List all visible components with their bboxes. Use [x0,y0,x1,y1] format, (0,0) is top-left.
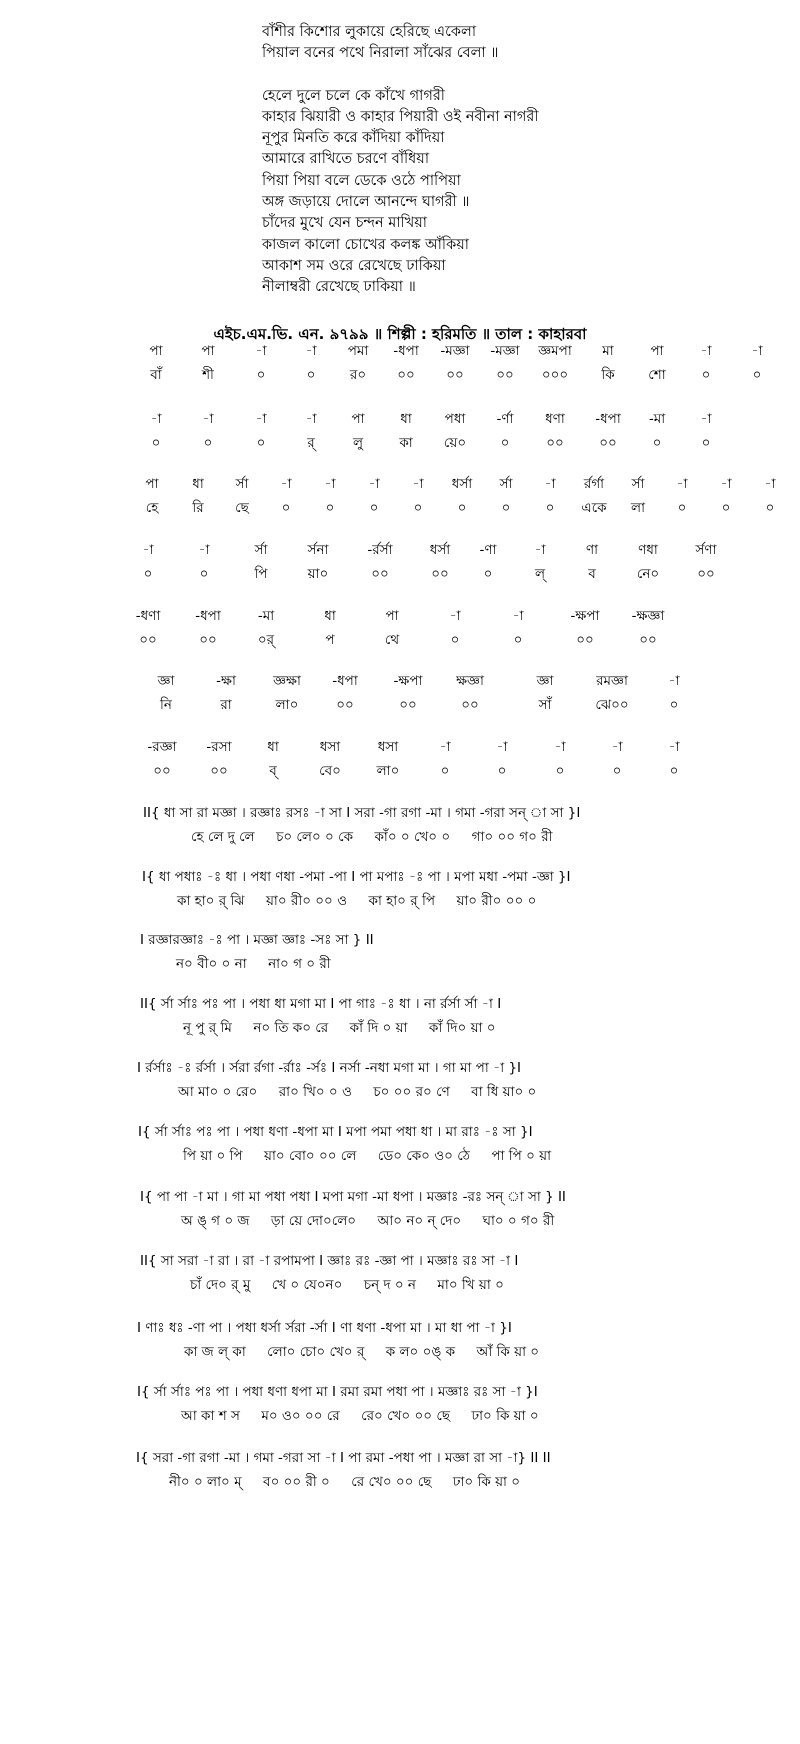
lyric-syllable: ব্ [269,763,277,779]
swara-note: ণধা [638,542,658,558]
swara-note: পা [201,343,215,359]
lyric-syllable: ০০ [210,763,228,779]
lyric-syllable: ছে [235,500,249,516]
swara-note: -া [668,739,680,755]
swara-line: I রজ্ঞারজ্ঞাঃ -ঃ পা । মজ্ঞা জ্ঞাঃ -সঃ সা } II [140,932,374,948]
lyric-syllable: রি [192,500,204,516]
swara-note: -া [305,411,317,427]
lyric-line: কা জ ল্ কা লো০ চো০ খে০ র্ ক ল০ ০ঙ্ ক আঁ কি য়া ০ [184,1344,540,1360]
lyric-syllable: বাঁ [150,367,162,383]
lyric-syllable: য়ে০ [443,435,467,451]
swara-note: ধণা [545,411,565,427]
lyric-line: হেলে দুলে চলে কে কাঁখে গাগরী [262,87,445,104]
lyric-line: কাহার ঝিয়ারী ও কাহার পিয়ারী ওই নবীনা নাগরী [262,108,539,125]
lyric-syllable: ০ [545,500,555,516]
swara-note: র্সা [499,476,513,492]
swara-note: -া [496,739,508,755]
lyric-line: বাঁশীর কিশোর লুকায়ে হেরিছে একেলা [262,24,477,40]
swara-note: পা [650,343,664,359]
swara-note: -া [198,542,210,558]
lyric-syllable: ০ [256,367,266,383]
notation-grid-row [0,739,800,789]
swara-note: পা [385,608,399,624]
lyric-syllable: য়া০ [307,566,329,582]
lyric-syllable: ০০ [371,566,389,582]
lyric-line: চাঁ দে০ র্ মু খে ০ যে০ন০ চন্ দ ০ ন মা০ খি য়া ০ [190,1277,504,1293]
swara-note: -ক্ষপা [570,608,600,624]
lyric-syllable: ০০ [139,632,157,648]
lyric-syllable: কা [399,435,413,451]
swara-line: II{ র্সা র্সাঃ পঃ পা । পধা ধা মগা মা I পা গাঃ -ঃ ধা । না র্রর্সা র্সা -া I [140,996,502,1012]
swara-note: জ্ঞা [157,673,175,689]
lyric-line: চাঁদের মুখে যেন চন্দন মাখিয়া [262,215,427,232]
lyric-syllable: নি [160,697,172,713]
swara-note: ধর্সা [451,476,473,492]
lyric-syllable: ঝে০০ [595,697,629,713]
lyric-syllable: ০০ [697,566,715,582]
lyric-syllable: থে [384,632,400,648]
swara-note: -া [255,411,267,427]
lyric-syllable: ০ [612,763,622,779]
swara-line: I{ র্সা র্সাঃ পঃ পা । পধা ধণা ধপা মা I রমা রমা পধা পা । মজ্ঞাঃ রঃ সা -া }I [137,1384,538,1400]
lyric-syllable: ০ [752,367,762,383]
swara-note: -ক্ষপা [393,673,423,689]
lyric-line: নূ পু র্ মি ন০ তি ক০ রে কাঁ দি ০ য়া কাঁ দি০ য়া ০ [183,1020,496,1036]
lyric-syllable: ০০ [153,763,171,779]
lyric-syllable: র্ [307,435,315,451]
lyric-syllable: ০০ [446,367,464,383]
swara-line: I ণাঃ ধঃ -ণা পা । পধা ধর্সা র্সরা -র্সা I ণা ধণা -ধপা মা । মা ধা পা -া }I [137,1320,512,1336]
swara-note: ধা [400,411,412,427]
swara-note: ধসা [377,739,399,755]
lyric-line: আকাশ সম ওরে রেখেছে ঢাকিয়া [262,257,446,274]
swara-note: -া [449,608,461,624]
lyric-syllable: সাঁ [538,697,552,713]
lyric-syllable: হে [145,500,159,516]
lyric-syllable: কি [601,367,615,383]
swara-note: -া [700,411,712,427]
lyric-syllable: ব [588,566,596,582]
swara-note: পমা [347,343,369,359]
lyric-syllable: ০০ [399,697,417,713]
swara-note: জ্ঞা [536,673,554,689]
lyric-syllable: ০ [701,435,711,451]
notation-grid-row [0,411,800,461]
swara-note: -র্রর্সা [367,542,393,558]
swara-note: জ্ঞমপা [538,343,572,359]
lyric-syllable: ০ [721,500,731,516]
lyric-syllable: ০ [483,566,493,582]
lyric-syllable: ০০ [546,435,564,451]
lyric-syllable: ০ [306,367,316,383]
swara-note: -া [305,343,317,359]
lyric-syllable: ০ [513,632,523,648]
lyric-line: কা হা০ র্ ঝি য়া০ রী০ ০০ ও কা হা০ র্ পি য়া০ রী০ ০০ ০ [177,893,537,909]
lyric-syllable: ০ [457,500,467,516]
swara-note: -ণা [479,542,497,558]
swara-note: -া [202,411,214,427]
swara-note: -া [368,476,380,492]
lyric-syllable: একে [581,500,607,516]
lyric-syllable: শো [648,367,666,383]
swara-note: পধা [444,411,466,427]
swara-note: -া [150,411,162,427]
swara-line: II{ সা সরা -া রা । রা -া রপামপা I জ্ঞাঃ রঃ -জ্ঞা পা । মজ্ঞাঃ রঃ সা -া I [140,1253,519,1269]
swara-note: -া [751,343,763,359]
lyric-syllable: রা [220,697,232,713]
swara-note: ধসা [319,739,341,755]
lyric-syllable: ০ [500,435,510,451]
lyric-line: নী০ ০ লা০ ম্ ব০ ০০ রী ০ রে খে০ ০০ ছে ঢা০ কি য়া ০ [169,1474,521,1490]
lyric-syllable: ০ [669,763,679,779]
lyric-line: অঙ্গ জড়ায়ে দোলে আনন্দে ঘাগরী ॥ [262,194,470,211]
swara-note: ধা [267,739,279,755]
swara-note: -মজ্ঞা [440,343,470,359]
swara-note: -মজ্ঞা [490,343,520,359]
lyric-syllable: ০ [256,435,266,451]
notation-grid-row [0,673,800,723]
swara-note: পা [145,476,159,492]
lyric-line: আমারে রাখিতে চরণে বাঁধিয়া [262,151,430,168]
lyric-syllable: নে০ [636,566,660,582]
lyric-syllable: ০র্ [257,632,275,648]
notation-grid-row [0,542,800,592]
swara-note: -া [142,542,154,558]
swara-note: -া [280,476,292,492]
lyric-syllable: ০ [652,435,662,451]
swara-line: I{ ধা পধাঃ -ঃ ধা । পধা ণধা -পমা -পা I পা মপাঃ -ঃ পা । মপা মধা -পমা -জ্ঞা }I [142,869,571,885]
swara-note: ধা [192,476,204,492]
record-info: এইচ.এম.ভি. এন. ৯৭৯৯ ॥ শিল্পী : হরিমতি ॥ তাল : কাহারবা [213,325,587,343]
lyric-syllable: ০ [555,763,565,779]
lyric-syllable: ০ [143,566,153,582]
lyric-syllable: ০ [151,435,161,451]
swara-note: র্রর্গা [583,476,605,492]
swara-note: -ক্ষজ্ঞা [631,608,665,624]
swara-note: -া [554,739,566,755]
lyric-syllable: ০ [669,697,679,713]
swara-note: -ধপা [195,608,221,624]
lyric-syllable: ০ [765,500,775,516]
swara-note: -া [611,739,623,755]
lyric-line: ন০ বী০ ০ না না০ গ ০ রী [176,956,331,972]
swara-note: -ধপা [393,343,419,359]
lyric-syllable: ল্ [534,566,546,582]
lyric-syllable: লা [631,500,645,516]
swara-note: ক্ষজ্ঞা [456,673,484,689]
lyric-syllable: ০ [281,500,291,516]
swara-note: ধর্সা [429,542,451,558]
lyric-line: নীলাম্বরী রেখেছে ঢাকিয়া ॥ [262,279,416,296]
lyric-syllable: ০ [701,367,711,383]
swara-line: I র্রর্সাঃ -ঃ র্রর্সা । র্সরা র্রগা -র্রাঃ -র্সঃ I নর্সা -নধা মগা মা । গা মা পা -া }I [137,1060,522,1076]
lyric-syllable: ০০ [199,632,217,648]
lyric-syllable: ০ [369,500,379,516]
swara-note: -রজ্ঞা [147,739,177,755]
swara-note: জ্ঞক্ষা [273,673,301,689]
swara-note: -া [764,476,776,492]
notation-grid-row [0,476,800,526]
lyric-syllable: বে০ [319,763,341,779]
lyric-syllable: ০ [450,632,460,648]
lyric-syllable: ০ [677,500,687,516]
swara-note: পা [351,411,365,427]
lyric-syllable: ০০ [599,435,617,451]
swara-note: -া [324,476,336,492]
lyric-line: নূপুর মিনতি করে কাঁদিয়া কাঁদিয়া [262,130,445,147]
swara-note: ধা [324,608,336,624]
swara-note: পা [149,343,163,359]
lyrics-block [262,22,762,299]
lyric-line: হে লে দু লে চ০ লে০ ০ কে কাঁ০ ০ খে০ ০ গা০ ০০ গ০ রী [191,829,553,845]
lyric-syllable: ০০ [336,697,354,713]
lyric-line: পিয়া পিয়া বলে ডেকে ওঠে পাপিয়া [262,172,461,189]
lyric-line: আ কা শ স ম০ ও০ ০০ রে রে০ খে০ ০০ ছে ঢা০ কি য়া ০ [181,1408,539,1424]
lyric-syllable: ০ [199,566,209,582]
lyric-syllable: লু [352,435,364,451]
swara-note: -া [544,476,556,492]
swara-note: -ধণা [135,608,161,624]
lyric-syllable: পি [254,566,268,582]
lyric-syllable: ০০ [576,632,594,648]
lyric-line: পিয়াল বনের পথে নিরালা সাঁঝের বেলা ॥ [262,45,499,62]
swara-note: রমজ্ঞা [596,673,628,689]
lyric-syllable: শী [202,367,214,383]
lyric-syllable: ০০ [496,367,514,383]
lyric-line: পি য়া ০ পি য়া০ বো০ ০০ লে ডে০ কে০ ও০ ঠে পা পি ০ য়া [183,1148,552,1164]
lyric-syllable: প [325,632,335,648]
lyric-syllable: ০ [501,500,511,516]
swara-line: I{ পা পা -া মা । গা মা পধা পধা I মপা মগা -মা ধপা । মজ্ঞাঃ -রঃ সন্ া সা } II [140,1189,566,1205]
notation-grid-row [0,343,800,393]
lyric-syllable: লা০ [275,697,299,713]
swara-note: -রসা [206,739,232,755]
swara-note: -ধপা [332,673,358,689]
swara-note: র্সা [235,476,249,492]
swara-note: -া [412,476,424,492]
swara-note: র্সা [631,476,645,492]
lyric-line: কাজল কালো চোখের কলঙ্ক আঁকিয়া [262,236,469,253]
swara-note: -া [668,673,680,689]
swara-note: র্সনা [307,542,329,558]
swara-note: -মা [257,608,275,624]
lyric-line: অ ঙ্ গ ০ জ ড়া য়ে দো০লে০ আ০ ন০ ন্ দে০ ঘা০ ০ গ০ রী [181,1213,555,1229]
swara-note: মা [602,343,614,359]
swara-note: -র্ণা [496,411,514,427]
swara-note: -ক্ষা [216,673,236,689]
lyric-syllable: ০ [440,763,450,779]
swara-note: -া [676,476,688,492]
lyric-syllable: ০ [203,435,213,451]
lyric-line: আ মা০ ০ রে০ রা০ খি০ ০ ও চ০ ০০ র০ ণে বা ধি য়া০ ০ [178,1084,537,1100]
swara-note: -া [534,542,546,558]
swara-note: ণা [585,542,599,558]
swara-note: -া [720,476,732,492]
swara-line: II{ ধা সা রা মজ্ঞা । রজ্ঞাঃ রসঃ -া সা I সরা -গা রগা -মা । গমা -গরা সন্ া সা }I [143,805,581,821]
lyric-syllable: ০ [413,500,423,516]
swara-line: I{ র্সা র্সাঃ পঃ পা । পধা ধণা -ধপা মা I মপা পমা পধা ধা । মা রাঃ -ঃ সা }I [138,1124,533,1140]
notation-grid-row [0,608,800,658]
lyric-syllable: ০০০ [541,367,569,383]
swara-note: -মা [648,411,666,427]
lyric-syllable: ০০ [461,697,479,713]
stanza-gap [262,65,762,86]
lyric-syllable: লা০ [376,763,400,779]
swara-note: -ধপা [595,411,621,427]
lyric-syllable: র০ [349,367,367,383]
lyric-syllable: ০০ [431,566,449,582]
swara-note: র্সণা [695,542,717,558]
swara-note: -া [439,739,451,755]
swara-line: I{ সরা -গা রগা -মা । গমা -গরা সা -া I পা রমা -পধা পা । মজ্ঞা রা সা -া} II II [136,1450,551,1466]
lyric-syllable: ০০ [639,632,657,648]
swara-note: -া [700,343,712,359]
swara-note: -া [512,608,524,624]
swara-note: র্সা [254,542,268,558]
swara-note: -া [255,343,267,359]
lyric-syllable: ০ [497,763,507,779]
lyric-syllable: ০ [325,500,335,516]
lyric-syllable: ০০ [397,367,415,383]
